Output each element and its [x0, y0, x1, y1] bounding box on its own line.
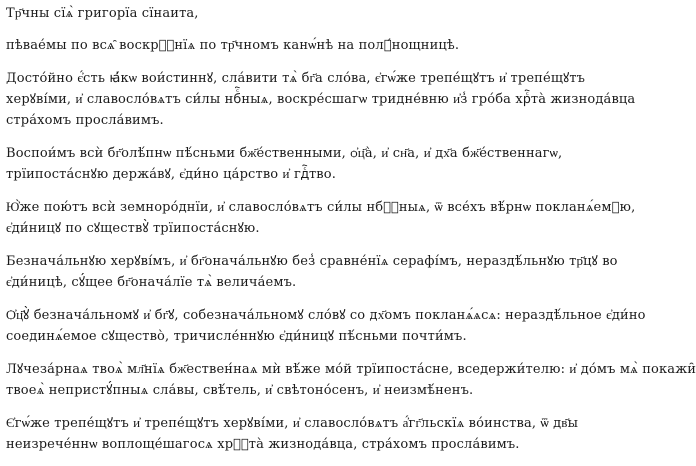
paragraph-line: Воспои́мъ всѝ бг҃олѣ́пнѡ пѣ́сньми бж҃е́ственными, ѻ҆ц҃а̀, и҆ сн҃а, и҆ дх҃а бж҃е́ственнагѡ,: [6, 146, 563, 161]
paragraph: [6, 359, 696, 401]
paragraph-line: Ю҆̀же пою́тъ всѝ земноро́днїи, и҆ славосло́вѧтъ си́лы нбⷭ҇ныѧ, ѿ все́хъ вѣ́рнѡ покланѧ́емꙋю,: [6, 200, 636, 215]
paragraph: [6, 143, 594, 185]
paragraph-line: соединѧ́емое сꙋщество̀, тричисле́ннꙋю є҆ди́ницꙋ пѣ́сньми почти́мъ.: [6, 329, 467, 344]
document-title: Тр҃чны сїѧ̀ григорїа сїнаита,: [6, 6, 199, 21]
paragraph-line: є҆ди́ницꙋ по сꙋществꙋ̀ трїипоста́снꙋю.: [6, 221, 260, 236]
paragraph: [6, 251, 618, 293]
paragraph-line: твоеѧ̀ непристꙋ́пныѧ сла́вы, свѣ́тель, и҆ свѣтоно́сенъ, и҆ неизмѣ́ненъ.: [6, 383, 474, 398]
paragraph-line: стра́хомъ просла́вимъ.: [6, 113, 164, 128]
document-heading: пѣвае́мы по всѧ̑ воскрⷭ҇нїѧ по тр҃чномъ канѡ́нѣ на полꙋ́нощницѣ.: [6, 38, 460, 53]
paragraph-line: Досто́йно є҆́сть ꙗ҆́кѡ вои́стиннꙋ, сла́вити тѧ̀ бг҃а сло́ва, є҆гѡ́же трепе́щꙋтъ и҆ трепе́щꙋтъ: [6, 71, 586, 86]
paragraph: [6, 413, 594, 455]
paragraph: [6, 197, 636, 239]
paragraph-line: є҆ди́ницѣ, сꙋ́щее бг҃онача́лїе тѧ̀ велича́емъ.: [6, 275, 297, 290]
paragraph-line: неизрече́ннѡ воплоще́шагосѧ хрⷭ҇та̀ жизнода́вца, стра́хомъ просла́вимъ.: [6, 437, 520, 452]
paragraph-line: херꙋві́ми, и҆ славосло́вѧтъ си́лы нбⷭ҇ныѧ, воскре́сшагѡ тридне́вню и҆з̾ гро́ба хрⷭ҇та̀ жизнода́вца: [6, 92, 636, 107]
paragraph: [6, 305, 646, 347]
paragraph-line: трїипоста́снꙋю держа́вꙋ, є҆ди́но ца́рство и҆ гдⷭ҇тво.: [6, 167, 337, 182]
paragraph-line: Лꙋчеза́рнаѧ твоѧ̀ мл҃нїѧ бж҃ествен́наѧ мѝ вѣ́же мо́й трїипоста́сне, вседержи́телю: и҆ до́мъ мѧ̀ покажи̑: [6, 362, 696, 377]
paragraph-line: Ѻ҆ц҃ꙋ̀ безнача́льномꙋ и҆ бг҃ꙋ, собезнача́льномꙋ сло́вꙋ со дх҃омъ покланѧ́ѧсѧ: нераздѣ́льное є҆ди́но: [6, 308, 646, 323]
paragraph-line: Є҆гѡ́же трепе́щꙋтъ и҆ трепе́щꙋтъ херꙋві́ми, и҆ славосло́вѧтъ а҆́гг҃льскїѧ во́инства, ѿ дв҃ы: [6, 416, 579, 431]
paragraph-line: Безнача́льнꙋю херꙋві́мъ, и҆ бг҃онача́льнꙋю без̾ сравне́нїѧ серафі́мъ, нераздѣ́льнꙋю тр҃цꙋ во: [6, 254, 618, 269]
paragraph: [6, 68, 636, 131]
